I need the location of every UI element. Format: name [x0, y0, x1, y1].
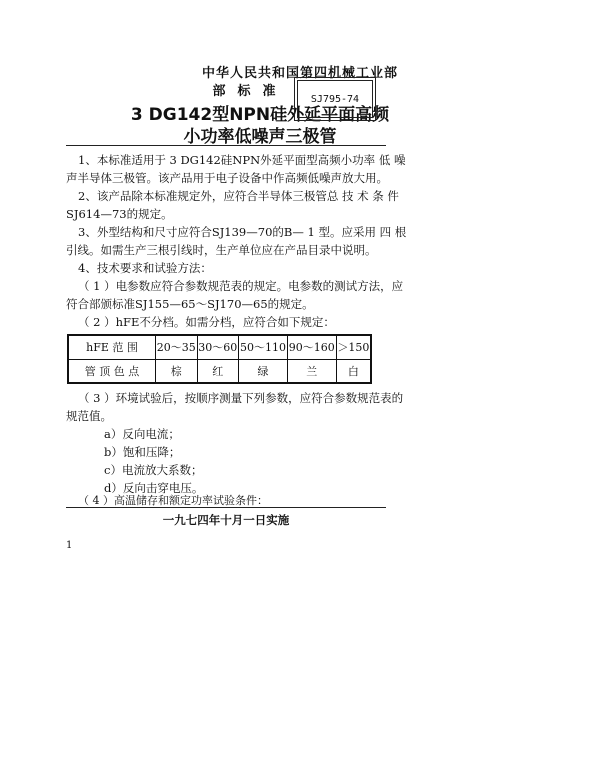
table-cell: 50～110	[239, 335, 288, 359]
para1-line1: 1、本标准适用于 3 DG142硅NPN外延平面型高频小功率 低 噪	[78, 153, 406, 167]
table-cell: 绿	[239, 359, 288, 383]
item2: （ 2 ）hFE不分档。如需分档，应符合如下规定：	[78, 315, 335, 329]
table-header-cell: hFE 范 围	[68, 335, 156, 359]
document-title-line2: 小功率低噪声三极管	[183, 127, 337, 147]
para1-line2: 声半导体三极管。该产品用于电子设备中作高频低噪声放大用。	[66, 171, 388, 185]
table-cell: 红	[197, 359, 239, 383]
hfe-color-table	[67, 334, 372, 384]
header-rule	[66, 145, 386, 146]
table-row	[68, 359, 371, 383]
table-header-cell: 管 顶 色 点	[68, 359, 156, 383]
standard-code: SJ795-74	[310, 93, 360, 105]
document-title-line1: 3 DG142型NPN硅外延平面高频	[130, 105, 390, 125]
table-row	[68, 335, 371, 359]
ministry-name: 中华人民共和国第四机械工业部	[201, 66, 398, 81]
implementation-date: 一九七四年十月一日实施	[162, 513, 290, 527]
para2-line2: SJ614—73的规定。	[66, 207, 173, 221]
item4: （ 4 ）高温储存和额定功率试验条件：	[78, 494, 268, 507]
table-cell: 30～60	[197, 335, 239, 359]
standard-code-box	[297, 80, 373, 118]
sub-item-c: c）电流放大系数；	[104, 463, 203, 477]
table-cell: 棕	[156, 359, 198, 383]
para2-line1: 2、该产品除本标准规定外，应符合半导体三极管总 技 术 条 件	[78, 189, 399, 203]
item3-line2: 规范值。	[66, 409, 112, 423]
page-number: 1	[66, 540, 73, 551]
table-cell: 兰	[287, 359, 336, 383]
table-cell: 90～160	[287, 335, 336, 359]
sub-item-d: d）反向击穿电压。	[104, 481, 204, 495]
table-cell: 白	[336, 359, 371, 383]
sub-item-a: a）反向电流；	[104, 427, 180, 441]
item1-line2: 符合部颁标准SJ155—65～SJ170—65的规定。	[66, 297, 314, 311]
para3-line2: 引线。如需生产三根引线时，生产单位应在产品目录中说明。	[66, 243, 377, 257]
table-cell: ＞150	[336, 335, 371, 359]
table-cell: 20～35	[156, 335, 198, 359]
para4: 4、技术要求和试验方法：	[78, 261, 212, 275]
item3-line1: （ 3 ）环境试验后，按顺序测量下列参数，应符合参数规范表的	[78, 391, 404, 405]
item1-line1: （ 1 ）电参数应符合参数规范表的规定。电参数的测试方法，应	[78, 279, 404, 293]
para3-line1: 3、外型结构和尺寸应符合SJ139—70的B— 1 型。应采用 四 根	[78, 225, 407, 239]
sub-item-b: b）饱和压降；	[104, 445, 181, 459]
standard-type: 部标准	[212, 84, 288, 99]
footer-rule	[66, 507, 386, 508]
